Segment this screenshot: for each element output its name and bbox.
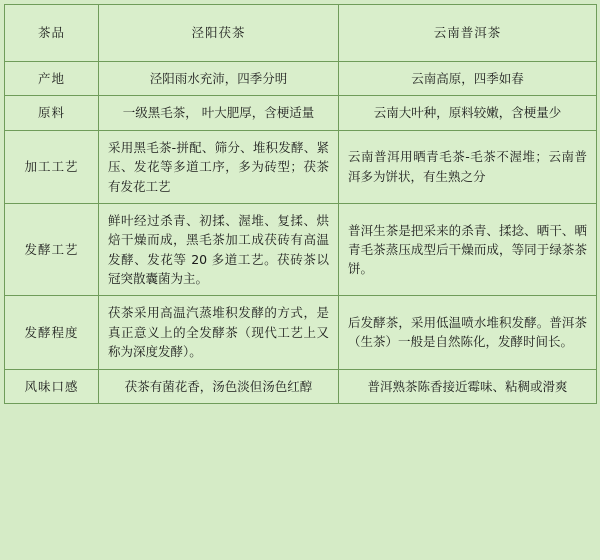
column-header-jingyang-fu-tea: 泾阳茯茶 — [99, 5, 339, 62]
column-header-category: 茶品 — [5, 5, 99, 62]
table-row — [5, 369, 597, 403]
row-label-origin: 产地 — [5, 62, 99, 96]
table-row — [5, 130, 597, 203]
column-header-yunnan-puer-tea: 云南普洱茶 — [339, 5, 597, 62]
row-label-flavor: 风味口感 — [5, 369, 99, 403]
table-row — [5, 62, 597, 96]
cell-processing-jingyang: 采用黑毛茶-拼配、筛分、堆积发酵、紧压、发花等多道工序，多为砖型；茯茶有发花工艺 — [99, 130, 339, 203]
cell-flavor-yunnan: 普洱熟茶陈香接近霉味、粘稠或滑爽 — [339, 369, 597, 403]
cell-fermentation-degree-jingyang: 茯茶采用高温汽蒸堆积发酵的方式，是真正意义上的全发酵茶（现代工艺上又称为深度发酵）。 — [99, 296, 339, 369]
cell-raw-material-jingyang: 一级黑毛茶， 叶大肥厚，含梗适量 — [99, 96, 339, 130]
row-label-fermentation-degree: 发酵程度 — [5, 296, 99, 369]
cell-processing-yunnan: 云南普洱用晒青毛茶-毛茶不渥堆；云南普洱多为饼状，有生熟之分 — [339, 130, 597, 203]
tea-comparison-table — [4, 4, 597, 404]
row-label-fermentation-process: 发酵工艺 — [5, 203, 99, 296]
table-row — [5, 203, 597, 296]
row-label-raw-material: 原料 — [5, 96, 99, 130]
cell-raw-material-yunnan: 云南大叶种，原料较嫩，含梗量少 — [339, 96, 597, 130]
cell-origin-yunnan: 云南高原，四季如春 — [339, 62, 597, 96]
cell-flavor-jingyang: 茯茶有菌花香，汤色淡但汤色红醇 — [99, 369, 339, 403]
cell-origin-jingyang: 泾阳雨水充沛，四季分明 — [99, 62, 339, 96]
table-header-row — [5, 5, 597, 62]
cell-fermentation-process-jingyang: 鲜叶经过杀青、初揉、渥堆、复揉、烘焙干燥而成，黑毛茶加工成茯砖有高温发酵、发花等 20 多道工艺。茯砖茶以冠突散囊菌为主。 — [99, 203, 339, 296]
row-label-processing: 加工工艺 — [5, 130, 99, 203]
table-row — [5, 296, 597, 369]
table-row — [5, 96, 597, 130]
cell-fermentation-process-yunnan: 普洱生茶是把采来的杀青、揉捻、晒干、晒青毛茶蒸压成型后干燥而成，等同于绿茶茶饼。 — [339, 203, 597, 296]
cell-fermentation-degree-yunnan: 后发酵茶，采用低温喷水堆积发酵。普洱茶（生茶）一般是自然陈化，发酵时间长。 — [339, 296, 597, 369]
